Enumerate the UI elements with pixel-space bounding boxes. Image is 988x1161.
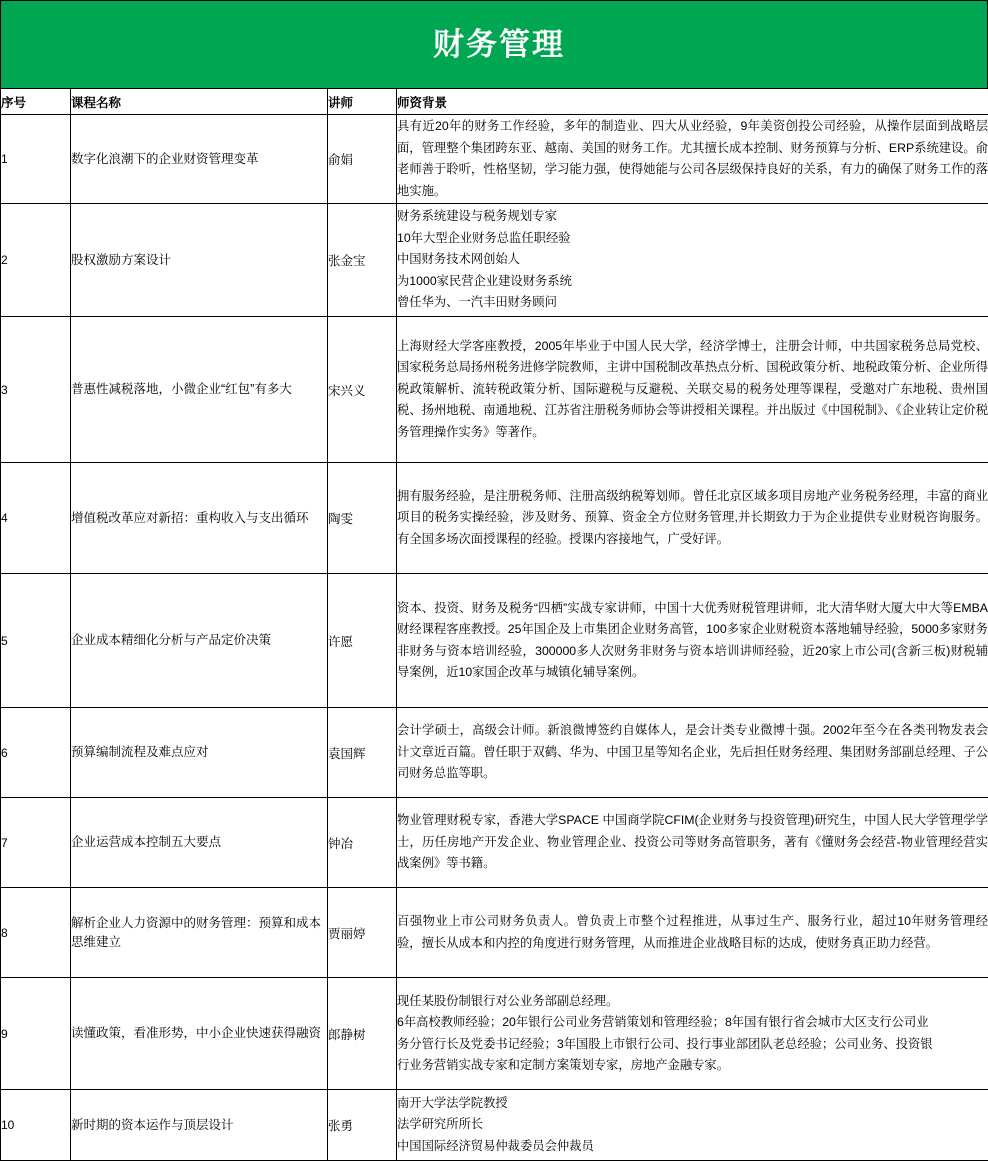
tutor-background-line: 中国财务技术网创始人 (397, 249, 988, 271)
table-row (1, 1090, 988, 1161)
page-banner (0, 0, 988, 88)
cell-tutor-background: 会计学硕士，高级会计师。新浪微博签约自媒体人，是会计类专业微博十强。2002年至今在各类刊物发表会计文章近百篇。曾任职于双鹤、华为、中国卫星等知名企业，先后担任财务经理、集团财务部副总经理、子公司财务总监等职。 (397, 708, 988, 798)
cell-tutor: 张勇 (328, 1090, 397, 1161)
tutor-background-line: 南开大学法学院教授 (397, 1093, 988, 1115)
table-header-row (1, 89, 988, 115)
table-row (1, 708, 988, 798)
table-row (1, 204, 988, 317)
column-header-index: 序号 (1, 89, 71, 115)
cell-course-name: 预算编制流程及难点应对 (71, 708, 328, 798)
cell-tutor-background: 上海财经大学客座教授，2005年毕业于中国人民大学，经济学博士，注册会计师，中共国家税务总局党校、国家税务总局扬州税务进修学院教师，主讲中国税制改革热点分析、国税政策分析、地税政策分析、企业所得税政策解析、流转税政策分析、国际避税与反避税、关联交易的税务处理等课程，受邀对广东地税、贵州国税、扬州地税、南通地税、江苏省注册税务师协会等讲授相关课程。并出版过《中国税制》、《企业转让定价税务管理操作实务》等著作。 (397, 317, 988, 463)
cell-tutor: 袁国辉 (328, 708, 397, 798)
cell-index: 1 (1, 115, 71, 204)
cell-tutor: 郎静树 (328, 978, 397, 1090)
column-header-course: 课程名称 (71, 89, 328, 115)
course-table (0, 88, 988, 1161)
cell-tutor: 贾丽婷 (328, 888, 397, 978)
table-row (1, 115, 988, 204)
table-row (1, 978, 988, 1090)
cell-tutor-background: 百强物业上市公司财务负责人。曾负责上市整个过程推进，从事过生产、服务行业，超过10年财务管理经验，擅长从成本和内控的角度进行财务管理，从而推进企业战略目标的达成，使财务真正助力经营。 (397, 888, 988, 978)
cell-index: 9 (1, 978, 71, 1090)
cell-tutor: 钟冶 (328, 798, 397, 888)
cell-tutor-background (397, 1090, 988, 1161)
page-title: 财务管理 (433, 29, 565, 60)
table-row (1, 574, 988, 708)
cell-tutor: 宋兴义 (328, 317, 397, 463)
cell-course-name: 企业运营成本控制五大要点 (71, 798, 328, 888)
table-body (1, 115, 988, 1161)
cell-tutor-background: 资本、投资、财务及税务“四栖”实战专家讲师，中国十大优秀财税管理讲师，北大清华财大厦大中大等EMBA财经课程客座教授。25年国企及上市集团企业财务高管，100多家企业财税资本落地辅导经验，5000多家财务非财务与资本培训经验，300000多人次财务非财务与资本培训讲师经验，近20家上市公司(含新三板)财税辅导案例，近10家国企改革与城镇化辅导案例。 (397, 574, 988, 708)
tutor-background-line: 10年大型企业财务总监任职经验 (397, 228, 988, 250)
cell-tutor: 许愿 (328, 574, 397, 708)
cell-index: 3 (1, 317, 71, 463)
tutor-background-line: 6年高校教师经验；20年银行公司业务营销策划和管理经验；8年国有银行省会城市大区支行公司业 (397, 1012, 988, 1034)
cell-course-name: 股权激励方案设计 (71, 204, 328, 317)
tutor-background-line: 财务系统建设与税务规划专家 (397, 206, 988, 228)
cell-tutor: 陶雯 (328, 463, 397, 574)
cell-tutor-background: 物业管理财税专家，香港大学SPACE 中国商学院CFIM(企业财务与投资管理)研究生，中国人民大学管理学学士，历任房地产开发企业、物业管理企业、投资公司等财务高管职务，著有《懂财务会经营-物业管理经营实战案例》等书籍。 (397, 798, 988, 888)
table-row (1, 317, 988, 463)
cell-course-name: 数字化浪潮下的企业财资管理变革 (71, 115, 328, 204)
tutor-background-line: 务分管行长及党委书记经验；3年国股上市银行公司、投行事业部团队老总经验；公司业务、投资银 (397, 1034, 988, 1056)
cell-course-name: 普惠性减税落地，小微企业“红包”有多大 (71, 317, 328, 463)
cell-tutor-background (397, 204, 988, 317)
cell-index: 4 (1, 463, 71, 574)
tutor-background-line: 现任某股份制银行对公业务部副总经理。 (397, 991, 988, 1013)
cell-tutor-background (397, 978, 988, 1090)
table-header (1, 89, 988, 115)
cell-tutor-background: 具有近20年的财务工作经验，多年的制造业、四大从业经验，9年美资创投公司经验，从操作层面到战略层面，管理整个集团跨东亚、越南、美国的财务工作。尤其擅长成本控制、财务预算与分析、ERP系统建设。俞老师善于聆听，性格坚韧，学习能力强，使得她能与公司各层级保持良好的关系，有力的确保了财务工作的落地实施。 (397, 115, 988, 204)
table-row (1, 888, 988, 978)
cell-index: 6 (1, 708, 71, 798)
cell-course-name: 企业成本精细化分析与产品定价决策 (71, 574, 328, 708)
table-row (1, 463, 988, 574)
cell-tutor-background: 拥有服务经验，是注册税务师、注册高级纳税筹划师。曾任北京区域多项目房地产业务税务经理，丰富的商业项目的税务实操经验，涉及财务、预算、资金全方位财务管理,并长期致力于为企业提供专业财税咨询服务。有全国多场次面授课程的经验。授课内容接地气，广受好评。 (397, 463, 988, 574)
cell-course-name: 新时期的资本运作与顶层设计 (71, 1090, 328, 1161)
tutor-background-line: 行业务营销实战专家和定制方案策划专家，房地产金融专家。 (397, 1055, 988, 1077)
cell-index: 2 (1, 204, 71, 317)
cell-index: 7 (1, 798, 71, 888)
cell-index: 5 (1, 574, 71, 708)
column-header-background: 师资背景 (397, 89, 988, 115)
cell-course-name: 增值税改革应对新招：重构收入与支出循环 (71, 463, 328, 574)
cell-course-name: 读懂政策，看准形势，中小企业快速获得融资 (71, 978, 328, 1090)
table-row (1, 798, 988, 888)
tutor-background-line: 中国国际经济贸易仲裁委员会仲裁员 (397, 1136, 988, 1158)
cell-tutor: 俞娟 (328, 115, 397, 204)
cell-index: 10 (1, 1090, 71, 1161)
cell-index: 8 (1, 888, 71, 978)
tutor-background-line: 法学研究所所长 (397, 1114, 988, 1136)
cell-tutor: 张金宝 (328, 204, 397, 317)
column-header-tutor: 讲师 (328, 89, 397, 115)
cell-course-name: 解析企业人力资源中的财务管理：预算和成本思维建立 (71, 888, 328, 978)
tutor-background-line: 曾任华为、一汽丰田财务顾问 (397, 292, 988, 314)
tutor-background-line: 为1000家民营企业建设财务系统 (397, 271, 988, 293)
